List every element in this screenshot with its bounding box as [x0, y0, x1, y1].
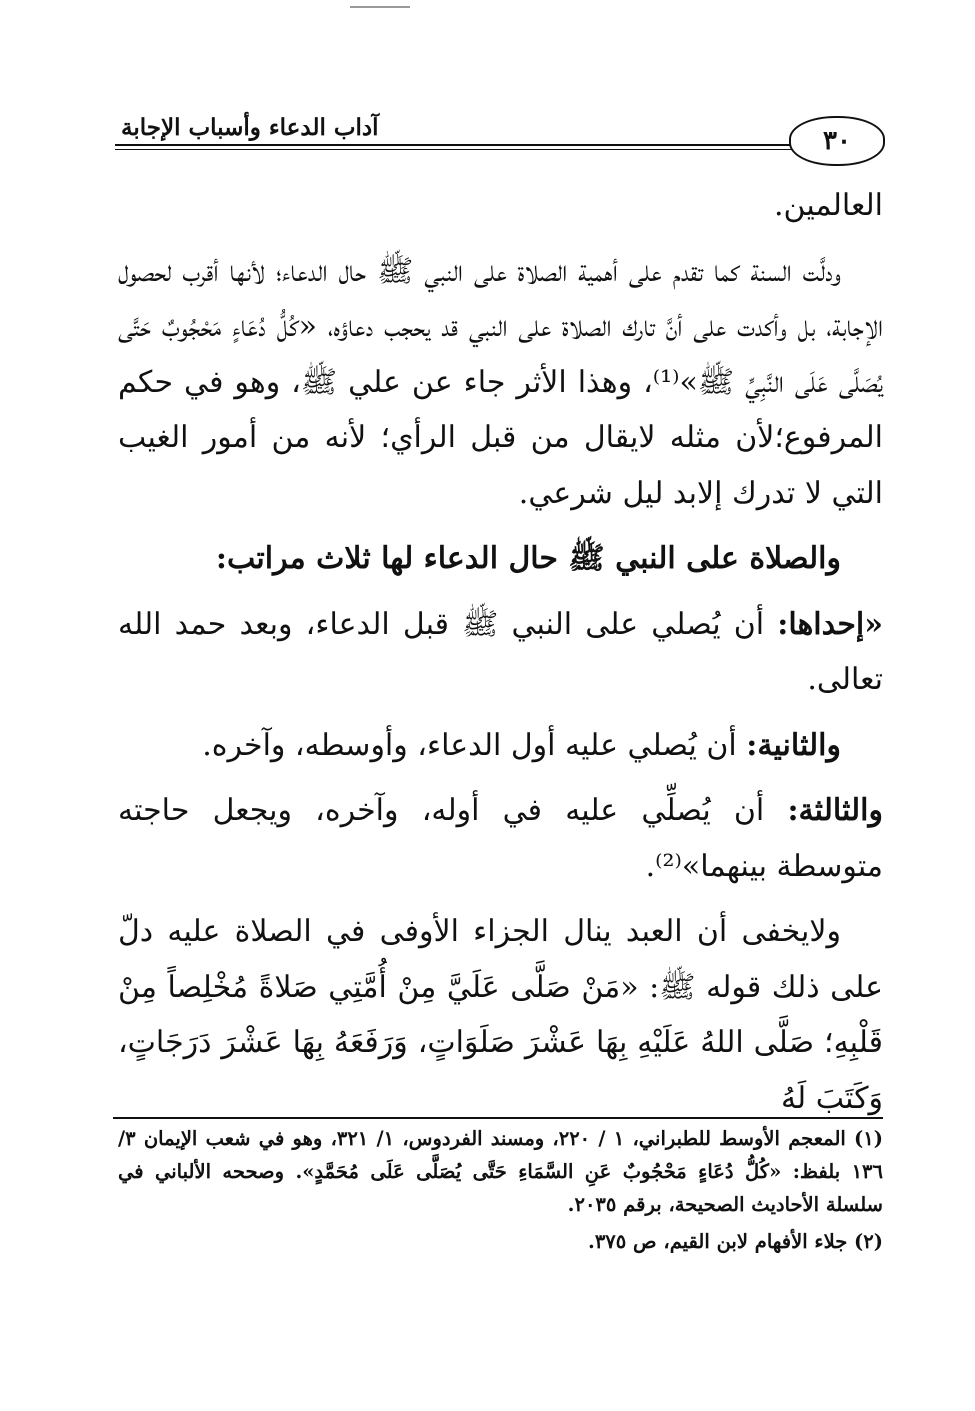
header-rule — [115, 144, 799, 150]
page-number: ٣٠ — [823, 126, 851, 156]
paragraph-3-heading: والصلاة على النبي ﷺ حال الدعاء لها ثلاث مراتب: — [215, 541, 841, 576]
page-number-badge — [789, 116, 885, 166]
paragraph-5-text: أن يُصلي عليه أول الدعاء، وأوسطه، وآخره. — [202, 727, 747, 763]
paragraph-6-label: والثالثة: — [787, 793, 883, 828]
paragraph-4 — [118, 597, 883, 708]
paragraph-4-text: أن يُصلي على النبي ﷺ قبل الدعاء، وبعد حمد الله تعالى. — [118, 606, 883, 697]
paragraph-1: العالمين. — [774, 188, 883, 223]
footnotes — [118, 1122, 883, 1258]
top-edge-mark — [350, 6, 410, 8]
footnote-rule — [113, 1117, 883, 1119]
paragraph-7: ولايخفى أن العبد ينال الجزاء الأوفى في الصلاة عليه دلّ على ذلك قوله ﷺ: «مَنْ صَلَّى عَلَيَّ مِنْ أُمَّتِي صَلاةً مُخْلِصاً مِنْ قَلْبِهِ؛ صَلَّى اللهُ عَلَيْهِ بِهَا عَشْرَ صَلَوَاتٍ، وَرَفَعَهُ بِهَا عَشْرَ دَرَجَاتٍ، وَكَتَبَ لَهُ — [118, 914, 883, 1116]
paragraph-5-label: والثانية: — [746, 727, 841, 763]
footnote-1: (١) المعجم الأوسط للطبراني، ١ / ٢٢٠، ومسند الفردوس، ١/ ٣٢١، وهو في شعب الإيمان ٣/ ١٣٦ بلفظ: «كُلُّ دُعَاءٍ مَحْجُوبٌ عَنِ السَّمَاءِ حَتَّى يُصَلَّى عَلَى مُحَمَّدٍ». وصححه الألباني في سلسلة الأحاديث الصحيحة، برقم ٢٠٣٥. — [118, 1127, 883, 1216]
footnote-2: (٢) جلاء الأفهام لابن القيم، ص ٣٧٥. — [588, 1230, 883, 1253]
paragraph-4-label: «إحداها: — [777, 606, 883, 642]
page-header — [115, 110, 885, 170]
main-text — [118, 178, 883, 1126]
running-title: آداب الدعاء وأسباب الإجابة — [121, 114, 379, 141]
paragraph-6 — [118, 783, 883, 894]
paragraph-5 — [118, 718, 883, 774]
paragraph-6-text: أن يُصلِّي عليه في أوله، وآخره، ويجعل حاجته متوسطة بينهما»⁽²⁾. — [118, 793, 883, 884]
paragraph-2: ودلَّت السنة كما تقدم على أهمية الصلاة على النبي ﷺ حال الدعاء؛ لأنها أقرب لحصول الإجابة، بل وأكدت على أنَّ تارك الصلاة على النبي قد يحجب دعاؤه، «كُلُّ دُعَاءٍ مَحْجُوبٌ حَتَّى يُصَلَّى عَلَى النَّبِيِّ ﷺ»⁽¹⁾، وهذا الأثر جاء عن علي ﷺ، وهو في حكم المرفوع؛لأن مثله لايقال من قبل الرأي؛ لأنه من أمور الغيب التي لا تدرك إلابد ليل شرعي. — [118, 253, 883, 511]
